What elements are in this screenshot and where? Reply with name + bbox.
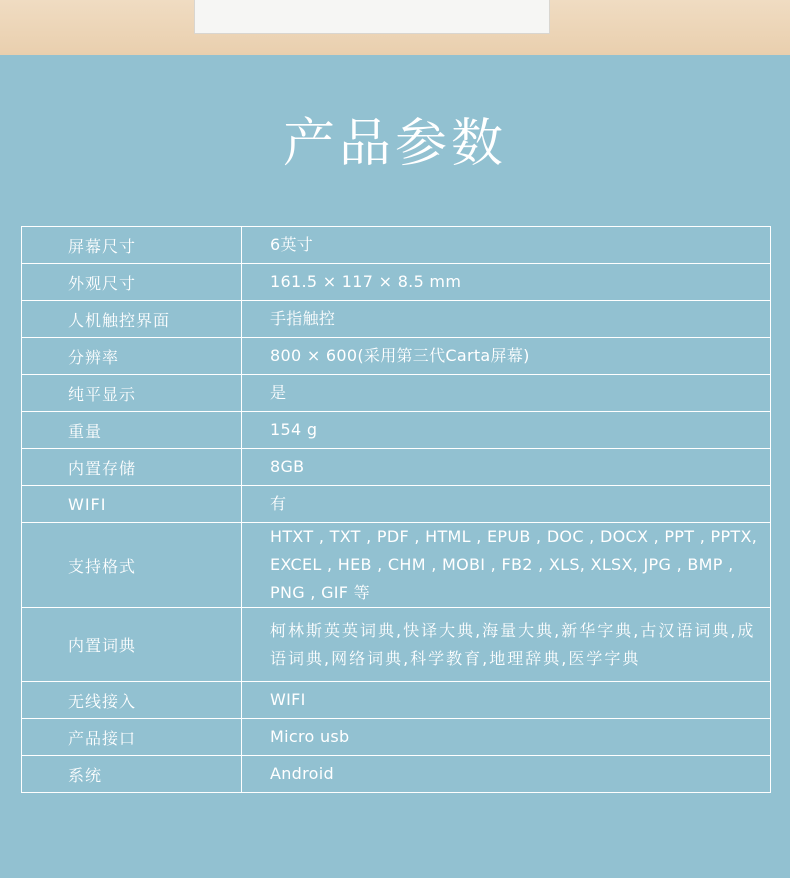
- spec-value: Android: [242, 756, 771, 793]
- spec-row-system: [22, 756, 771, 793]
- page-title: 产品参数: [282, 114, 507, 174]
- spec-label: 分辨率: [22, 338, 242, 375]
- spec-value: 6英寸: [242, 227, 771, 264]
- spec-label: 系统: [22, 756, 242, 793]
- spec-label: 屏幕尺寸: [22, 227, 242, 264]
- spec-value: 是: [242, 375, 771, 412]
- spec-value: 154 g: [242, 412, 771, 449]
- spec-row-dictionaries: [22, 608, 771, 682]
- spec-value: 800 × 600(采用第三代Carta屏幕): [242, 338, 771, 375]
- spec-row-storage: [22, 449, 771, 486]
- spec-row-resolution: [22, 338, 771, 375]
- spec-row-weight: [22, 412, 771, 449]
- spec-value: Micro usb: [242, 719, 771, 756]
- spec-label: 支持格式: [22, 523, 242, 608]
- spec-label: WIFI: [22, 486, 242, 523]
- spec-label: 重量: [22, 412, 242, 449]
- spec-row-wifi: [22, 486, 771, 523]
- spec-label: 人机触控界面: [22, 301, 242, 338]
- spec-row-flat-display: [22, 375, 771, 412]
- spec-row-touch: [22, 301, 771, 338]
- spec-row-wireless: [22, 682, 771, 719]
- spec-row-formats: [22, 523, 771, 608]
- spec-table: [21, 226, 771, 793]
- spec-label: 纯平显示: [22, 375, 242, 412]
- spec-label: 内置存储: [22, 449, 242, 486]
- spec-label: 产品接口: [22, 719, 242, 756]
- spec-value: 柯林斯英英词典,快译大典,海量大典,新华字典,古汉语词典,成语词典,网络词典,科学教育,地理辞典,医学字典: [242, 608, 771, 682]
- spec-label: 内置词典: [22, 608, 242, 682]
- spec-row-dimensions: [22, 264, 771, 301]
- spec-row-screen-size: [22, 227, 771, 264]
- spec-value: 8GB: [242, 449, 771, 486]
- spec-row-interface: [22, 719, 771, 756]
- spec-label: 外观尺寸: [22, 264, 242, 301]
- spec-value: HTXT , TXT , PDF , HTML , EPUB , DOC , DOCX , PPT , PPTX, EXCEL , HEB , CHM , MOBI , FB2 , XLS, XLSX, JPG , BMP , PNG , GIF 等: [242, 523, 771, 608]
- spec-label: 无线接入: [22, 682, 242, 719]
- spec-value: 手指触控: [242, 301, 771, 338]
- device-image-edge: [194, 0, 550, 34]
- spec-value: WIFI: [242, 682, 771, 719]
- spec-value: 161.5 × 117 × 8.5 mm: [242, 264, 771, 301]
- spec-value: 有: [242, 486, 771, 523]
